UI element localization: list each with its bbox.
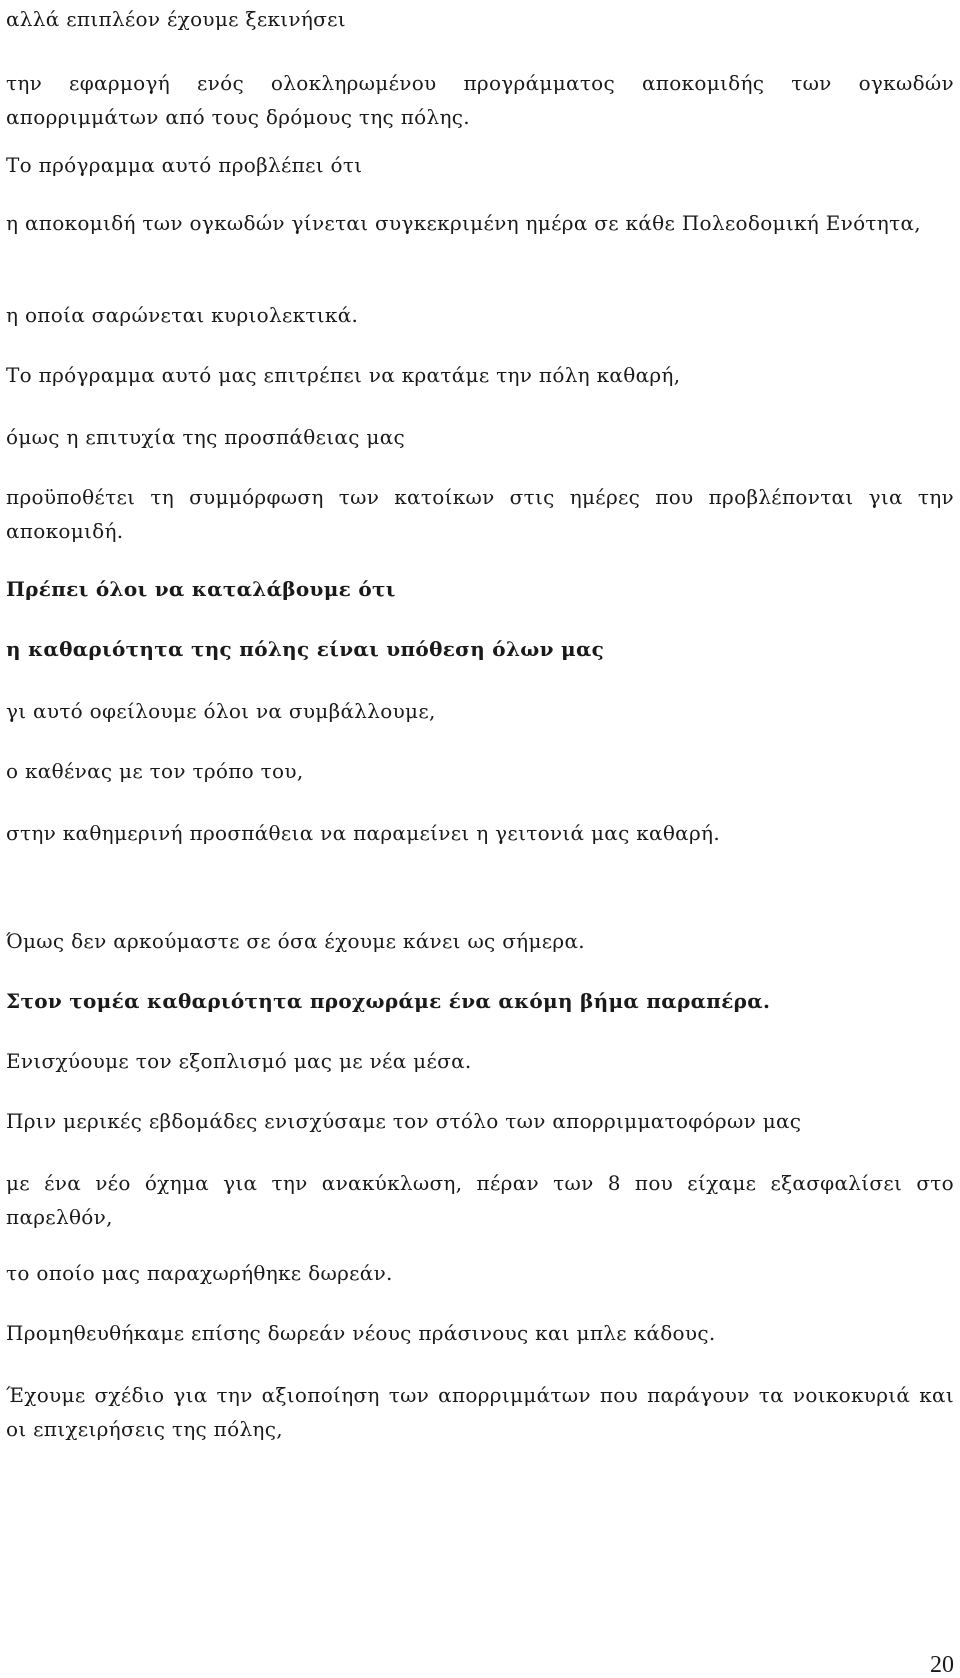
- paragraph-20: Προμηθευθήκαμε επίσης δωρεάν νέους πράσινους και μπλε κάδους.: [6, 1321, 716, 1345]
- page-number: 20: [930, 1652, 954, 1678]
- paragraph-21: Έχουμε σχέδιο για την αξιοποίηση των απορριμμάτων που παράγουν τα νοικοκυριά και οι επιχειρήσεις της πόλης,: [6, 1383, 954, 1441]
- paragraph-9: Πρέπει όλοι να καταλάβουμε ότι: [6, 577, 396, 601]
- paragraph-12: ο καθένας με τον τρόπο του,: [6, 759, 304, 783]
- paragraph-18: με ένα νέο όχημα για την ανακύκλωση, πέραν των 8 που είχαμε εξασφαλίσει στο παρελθόν,: [6, 1171, 954, 1229]
- paragraph-14: Όμως δεν αρκούμαστε σε όσα έχουμε κάνει ως σήμερα.: [6, 929, 585, 953]
- paragraph-6: Το πρόγραμμα αυτό μας επιτρέπει να κρατάμε την πόλη καθαρή,: [6, 363, 681, 387]
- paragraph-17: Πριν μερικές εβδομάδες ενισχύσαμε τον στόλο των απορριμματοφόρων μας: [6, 1109, 802, 1133]
- paragraph-19: το οποίο μας παραχωρήθηκε δωρεάν.: [6, 1261, 393, 1285]
- paragraph-2: την εφαρμογή ενός ολοκληρωμένου προγράμματος αποκομιδής των ογκωδών απορριμμάτων από τους δρόμους της πόλης.: [6, 71, 954, 129]
- paragraph-16: Ενισχύουμε τον εξοπλισμό μας με νέα μέσα.: [6, 1049, 472, 1073]
- paragraph-7: όμως η επιτυχία της προσπάθειας μας: [6, 425, 406, 449]
- paragraph-15: Στον τομέα καθαριότητα προχωράμε ένα ακόμη βήμα παραπέρα.: [6, 989, 771, 1013]
- paragraph-1: αλλά επιπλέον έχουμε ξεκινήσει: [6, 7, 346, 31]
- paragraph-5: η οποία σαρώνεται κυριολεκτικά.: [6, 303, 359, 327]
- paragraph-11: γι αυτό οφείλουμε όλοι να συμβάλλουμε,: [6, 699, 436, 723]
- paragraph-13: στην καθημερινή προσπάθεια να παραμείνει η γειτονιά μας καθαρή.: [6, 821, 720, 845]
- paragraph-3: Το πρόγραμμα αυτό προβλέπει ότι: [6, 153, 363, 177]
- paragraph-8: προϋποθέτει τη συμμόρφωση των κατοίκων στις ημέρες που προβλέπονται για την αποκομιδή.: [6, 485, 954, 543]
- paragraph-4: η αποκομιδή των ογκωδών γίνεται συγκεκριμένη ημέρα σε κάθε Πολεοδομική Ενότητα,: [6, 211, 921, 235]
- paragraph-10: η καθαριότητα της πόλης είναι υπόθεση όλων μας: [6, 637, 605, 661]
